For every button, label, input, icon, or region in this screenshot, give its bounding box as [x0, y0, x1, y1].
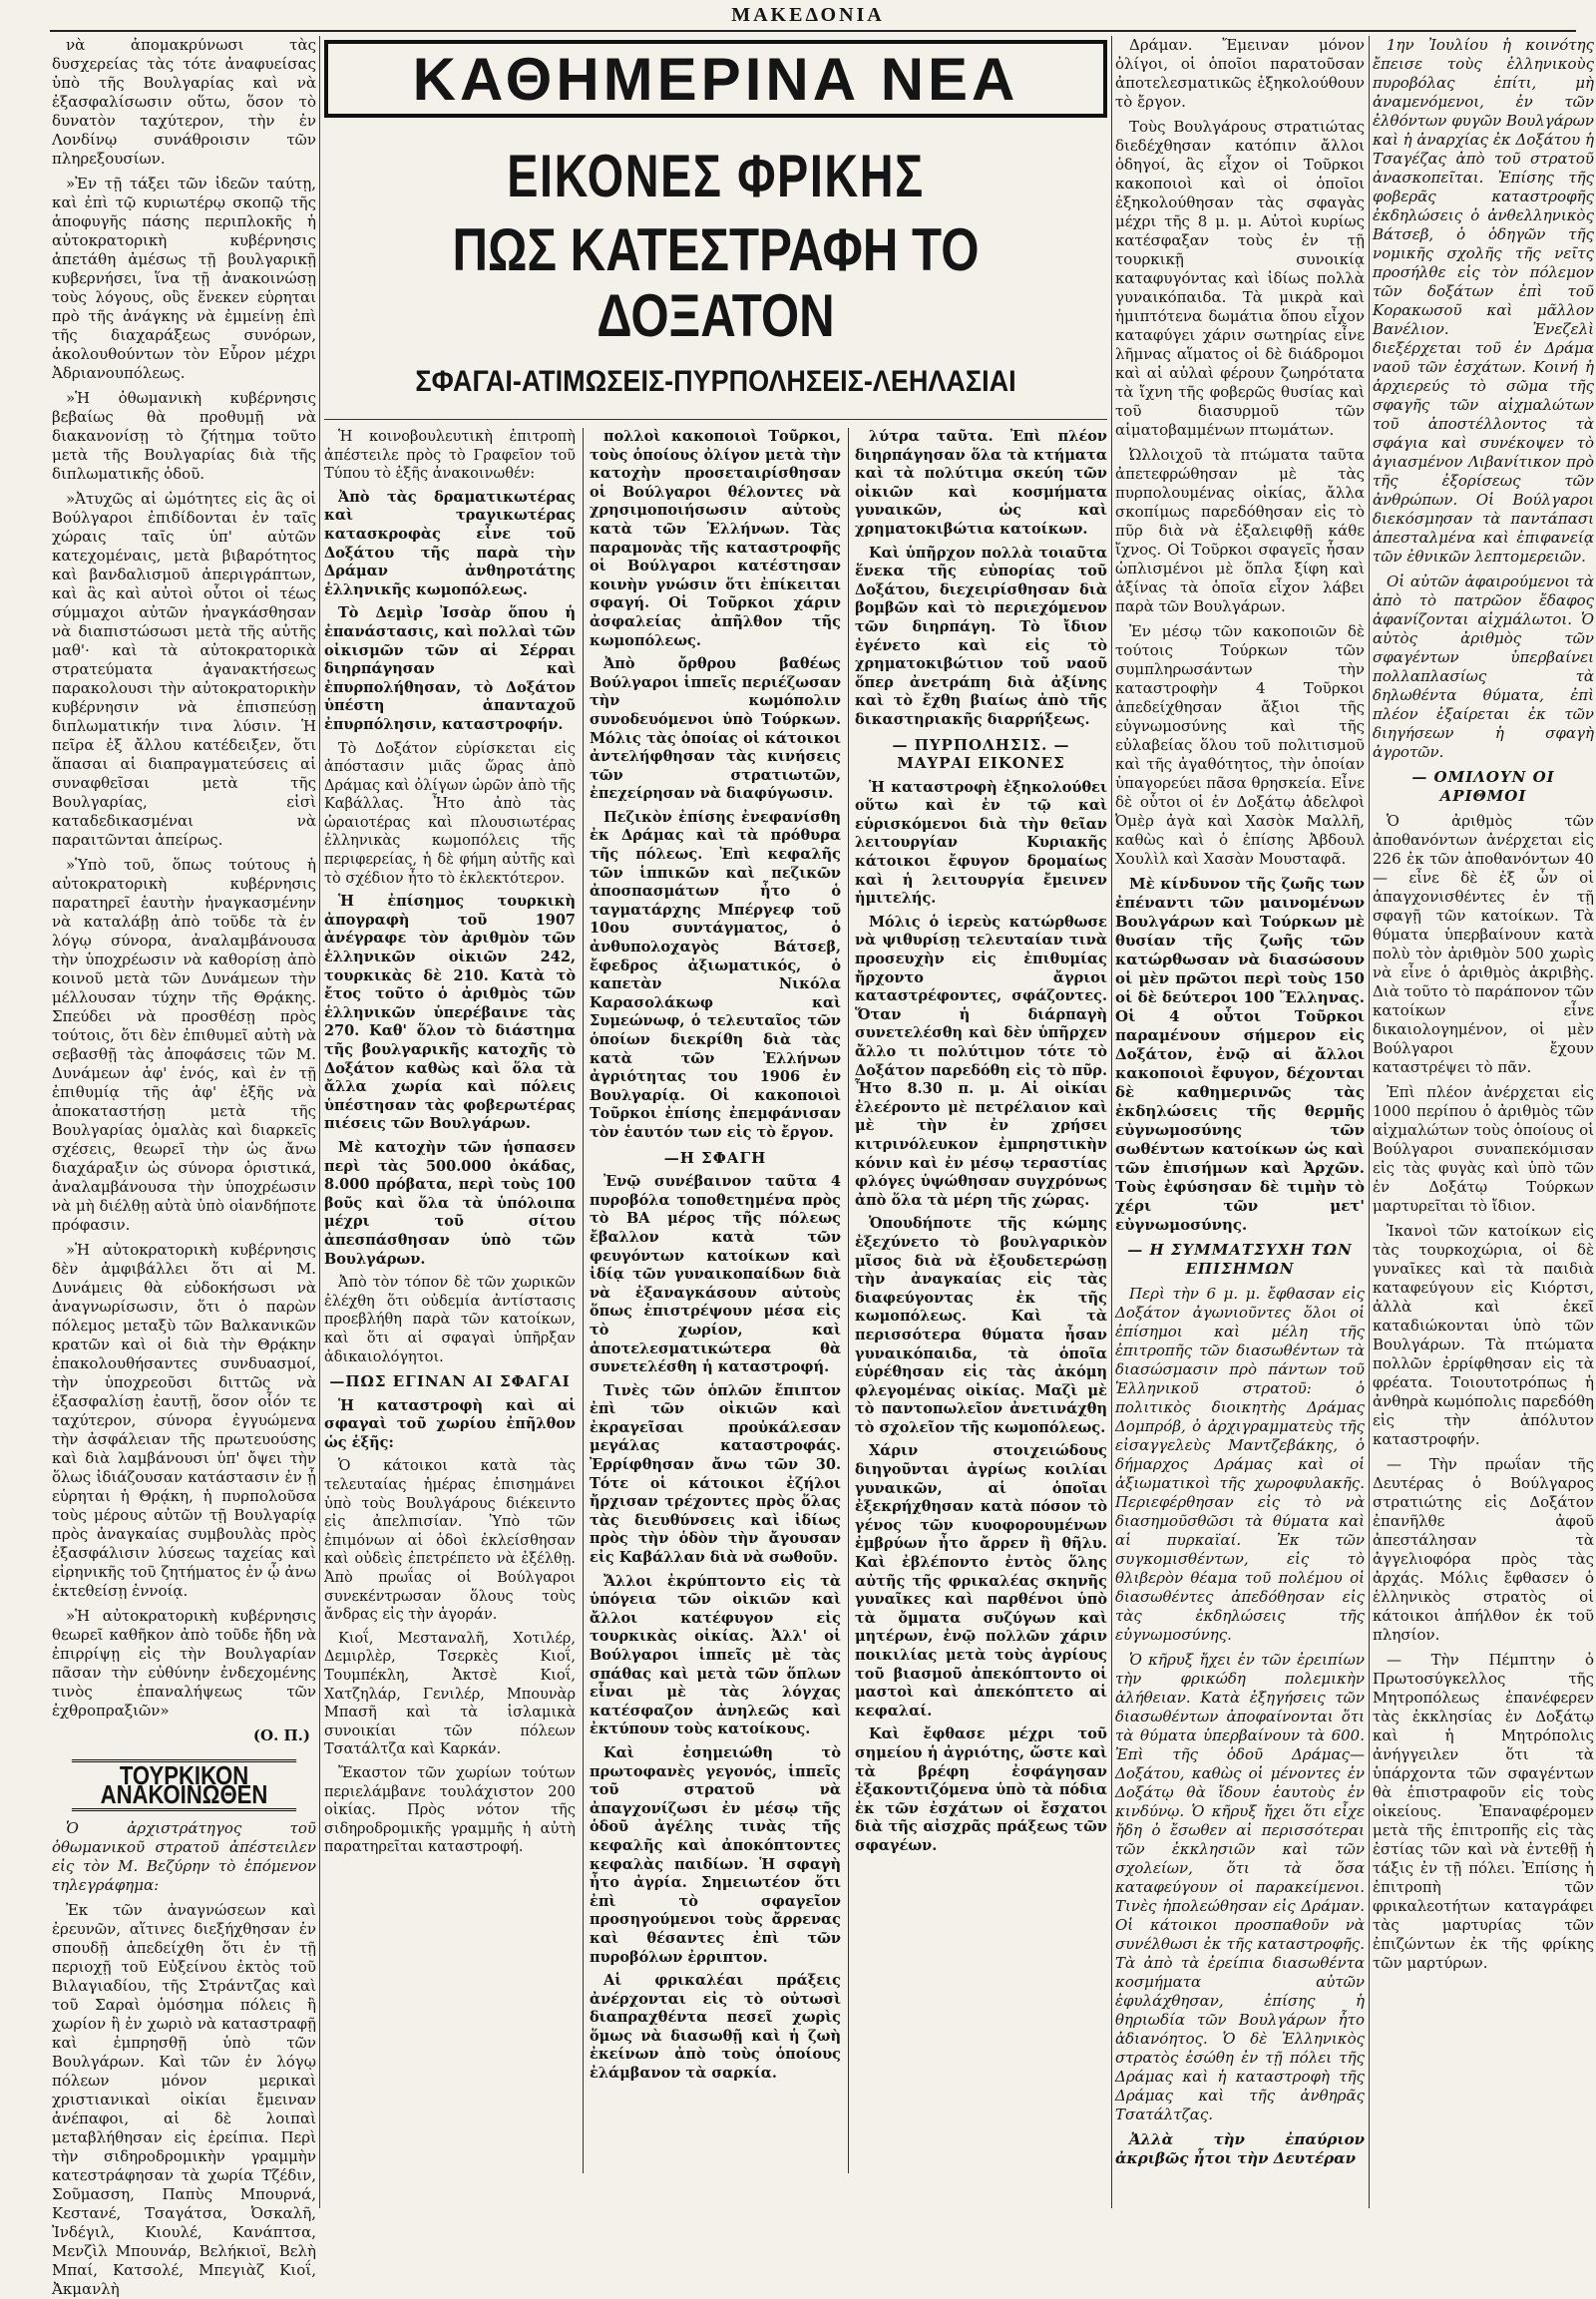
col3-paragraph: Ἐν μέσῳ τῶν κακοποιῶν δὲ τούτοις Τούρκων τῶν συμπληρωσάντων τὴν καταστροφὴν 4 Τοῦρκοι ἀπεδείχθησαν ἄξιοι τῆς εὐγνωμοσύνης καὶ τῆς εὐλαβείας ὅλου τοῦ πολιτισμοῦ καὶ τῆς ἀγαθότητος, τὴν ὁποίαν ὑπαγορεύει πᾶσα θρησκεία. Εἶνε δὲ οὗτοι οἱ ἐν Δοξάτῳ ἀδελφοὶ Ὀμὲρ ἀγὰ καὶ Χασὸκ Μαλλῆ, καθὼς καὶ ὁ ἐπίσης Ἀβδουλ Χουλὶλ καὶ Χασὰν Μουσταφᾶ.	[1115, 622, 1365, 868]
main-article	[324, 36, 1107, 2208]
col1-paragraph: »Ἐν τῇ τάξει τῶν ἰδεῶν ταύτῃ, καὶ ἐπὶ τῷ κυριωτέρῳ σκοπῷ τῆς ἀποφυγῆς πάσης περιπλοκῆς ἡ αὐτοκρατορικὴ κυβέρνησις ἀπετάθη ἀμέσως τῇ βουλγαρικῇ κυβερνήσει, ἵνα τῇ ἀνακοινώσῃ τοὺς λόγους, οὓς ἕνεκεν εὑρηται πρὸ τῆς ἀνάγκης νὰ ἐμμείνῃ ἐπὶ τῆς διαχαράξεως συνόρων, ἀκολουθούντων τὸν Εὗρον μέχρι Ἀδριανουπόλεως.	[52, 175, 316, 382]
col4-paragraph: — Τὴν Πέμπτην ὁ Πρωτοσύγκελλος τῆς Μητροπόλεως ἐπανέφερεν τὰς ἐκκλησίας ἐν Δοξάτῳ καὶ ἡ Μητρόπολις ἀνήγγειλεν ὅτι τὰ ὑπάρχοντα τῶν σφαγέντων θὰ ἐπιστραφοῦν εἰς τοὺς οἰκείους. Ἐπαναφέρομεν μετὰ τῆς ἐπιτροπῆς εἰς τὰς ἐστίας τῶν καὶ νὰ ἐντεθῇ ἡ τάξις ἐν τῇ πόλει. Ἐπίσης ἡ ἐπιτροπὴ τῶν φρικαλεοτήτων καταγράφει τὰς μαρτυρίας τῶν ἐπιζώντων ἐκ τῆς φρίκης τῶν μαρτύρων.	[1373, 1651, 1594, 1972]
col3-paragraph: Περὶ τὴν 6 μ. μ. ἔφθασαν εἰς Δοξάτον ἀγωνιοῦντες ὅλοι οἱ ἐπίσημοι καὶ μέλη τῆς ἐπιτροπῆς τῶν διασωθέντων τὰ διασώσμασιν πρὸ πάντων τοῦ Ἑλληνικοῦ στρατοῦ: ὁ πολιτικὸς διοικητὴς Δράμας Δομπρόβ, ὁ ἀρχιγραμματεὺς τῆς εἰσαγγελεὺς Μαντζεβάκης, ὁ δήμαρχος Δράμας καὶ οἱ ἀξιωματικοὶ τῆς χωροφυλακῆς. Περιεφέρθησαν εἰς τὸ νὰ διασημοῦσθῶσι τὰ θύματα καὶ αἱ πυρκαϊαί. Ἐκ τῶν συγκομισθέντων, εἰς τὸ θλιβερὸν θέαμα τοῦ πολέμου οἱ διασωθέντες ἀπεδόθησαν εἰς τὰς ἐκδηλώσεις τῆς εὐγνωμοσύνης.	[1115, 1285, 1365, 1644]
column-divider	[1111, 36, 1112, 2208]
col1-paragraph: »Ἡ αὐτοκρατορικὴ κυβέρνησις δὲν ἀμφιβάλλει ὅτι αἱ Μ. Δυνάμεις θὰ εὐδοκήσωσι νὰ ἀναγνωρίσωσιν, ὅτι ὁ παρὼν πόλεμος μεταξὺ τῶν Βαλκανικῶν κρατῶν καὶ οἱ διὰ τὴν Θρᾴκην ἐπακολουθήσαντες συνδυασμοί, τὴν ὑποχρεοῦσι διττῶς νὰ ἐξασφαλίσῃ ἑαυτῇ, ὅσον οἷόν τε ταχύτερον, σύνορα ἐγγυώμενα τὴν ἀσφάλειαν τῆς πρωτευούσης καὶ διὰ λαμβάνουσι ὑπ' ὄψει τὴν ὅλως ἰδιάζουσαν κατάστασιν ἐν ᾗ εὑρηται ἡ Θρᾴκη, ἡ πυρπολοῦσα τοὺς μέρους αὐτῶν τῇ Βουλγαρίᾳ πρὸς ἀναγκαίας συμβουλὰς πρὸς ἐξασφάλισιν λύσεως ταχείας καὶ εἰρηνικῆς τοῦ ζητήματος ἐν ᾧ ἀνω ἐκτεθείσῃ ἐννοίᾳ.	[52, 1241, 316, 1600]
col4-paragraph: 1ην Ἰουλίου ἡ κοινότης ἔπεισε τοὺς ἐλληνικοὺς πυροβόλας ἐπίτι, μὴ ἀναμενόμενοι, ἐν τῶν ἐλθόντων φυγῶν Βουλγάρων καὶ ἡ ἀναρχίας ἐκ Δοξάτου ἡ Τσαγέζας ἀπὸ τοῦ στρατοῦ ἀνασκοπεῖται. Ἐπίσης τῆς φοβερᾶς καταστροφῆς ἐκδηλώσεις ὁ ἀνθελληνικὸς Βάτσεβ, ὁ ὁδηγῶν τῆς νομικῆς σχολῆς τῆς νεῖτς προσήλθε εἰς τὸν πόλεμον τῶν δοξάτων ἐπὶ τοῦ Κορακωσοῦ καὶ μᾶλλον Βανέλιον. Ἐνεζελὶ διεξέρχεται τοῦ ἐν Δράμα ναοῦ τῶν ἐσχάτων. Κοινή ἡ ἀρχιερεύς τὸ σῶμα τῆς σφαγῆς τῶν αἰχμαλώτων τοῦ ἀποστέλλοντος τὰ σφάγια καὶ συνέκοψεν τὸ ἀγιασμένον Λιβανίτικον πρὸ τῆς ἐξορίσεως τῶν ἀνθρώπων. Οἱ Βούλγαροι διεκόσμησαν τὰ παντάπασι ἀπεσταλμένα καὶ ἐπιφανείᾳ τῶν ἐθνικῶν λεπτομερειῶν.	[1373, 36, 1594, 566]
masthead: ΜΑΚΕΔΟΝΙΑ	[731, 4, 885, 26]
col4-paragraph: Ἱκανοὶ τῶν κατοίκων εἰς τὰς τουρκοχώρια, οἱ δὲ γυναῖκες καὶ τὰ παιδιὰ καταφεύγουν εἰς Κιόρτσι, ἀλλὰ καὶ ἐκεῖ καταδιώκονται ὑπὸ τῶν Βουλγάρων. Τὰ πτώματα πολλῶν ἐρρίφθησαν εἰς τὰ φρέατα. Τοιουτοτρόπως ἡ ἀνθηρὰ κωμόπολις παρεδόθη εἰς τὴν ἀπόλυτον καταστροφήν.	[1373, 1222, 1594, 1448]
article-paragraph: Καὶ ὑπῆρχον πολλὰ τοιαῦτα ἕνεκα τῆς εὐπορίας τοῦ Δοξάτου, διεχειρίσθησαν διὰ βομβῶν καὶ τὸ περιεχόμενον τῶν διηρπάγη. Τὸ ἴδιον ἐγένετο καὶ εἰς τὸ χρηματοκιβώτιον τοῦ ναοῦ ὅπερ ἀνετράπη διὰ ἀξίνης καὶ τὸ ἔχθη βιαίως ἀπὸ τῆς δικαστηριακῆς διαρρήξεως.	[855, 544, 1107, 728]
column-left	[52, 36, 316, 2298]
article-paragraph: Ἀπὸ τὰς δραματικωτέρας καὶ τραγικωτέρας κατασκροφὰς εἶνε τοῦ Δοξάτου τῆς παρὰ τὴν Δράμαν ἀνθηροτάτης ἑλληνικῆς κωμοπόλεως.	[324, 488, 576, 598]
column-right-inner	[1115, 36, 1365, 2208]
article-paragraph: Ἡ καταστροφὴ ἐξηκολούθει οὕτω καὶ ἐν τῷ καὶ εὑρισκόμενοι διὰ τὴν θεῖαν λειτουργίαν Κυριακῆς κάτοικοι ἔφυγον δρομαίως καὶ ἡ λειτουργία ἔμεινεν ἡμιτελής.	[855, 778, 1107, 908]
article-paragraph: Αἱ φρικαλέαι πράξεις ἀνέρχονται εἰς τὸ οὐτωσὶ διαπραχθέντα πεσεῖ χωρὶς ὅμως νὰ διασωθῇ καὶ ἡ ζωὴ ἐκείνων ἀπὸ τοὺς ὁποίους ἐλάμβανον τὰ σαρκία.	[590, 1972, 841, 2083]
top-rule	[50, 30, 1576, 32]
col4-paragraph: Ὁ ἀριθμὸς τῶν ἀποθανόντων ἀνέρχεται εἰς 226 ἐκ τῶν ἀποθανόντων 40 — εἶνε δὲ ἐξ ὧν οἱ ἀπαγχονισθέντες ἐν τῇ σφαγῇ τῶν κατοίκων. Τὰ θύματα ὑπερβαίνουν κατὰ πολὺ τὸν ἀριθμὸν 500 χωρὶς νὰ εἶνε ὁ ἀριθμὸς ἀκριβὴς. Διὰ τοῦτο τὸ παράπονον τῶν κατοίκων εἶνε δικαιολογημένον, οἱ μὲν Βούλγαροι ἔχουν καταστρέψει τὸ πᾶν.	[1373, 812, 1594, 1076]
subheading: — Η ΣΥΜΜΑΤΣΥΧΗ ΤΩΝ ΕΠΙΣΗΜΩΝ	[1127, 1241, 1353, 1278]
col4-paragraph: Ἐπὶ πλέον ἀνέρχεται εἰς 1000 περίπου ὁ ἀριθμὸς τῶν αἰχμαλώτων τοὺς ὁποίους οἱ Βούλγαροι συναπεκόμισαν εἰς τὰς φυγὰς καὶ ὑπὸ τῶν ἐν Δοξάτῳ Τούρκων μαρτυρεῖται τὸ ἴδιον.	[1373, 1083, 1594, 1215]
column-right-outer	[1373, 36, 1594, 2208]
subheading: —ΠΩΣ ΕΓΙΝΑΝ ΑΙ ΣΦΑΓΑΙ	[329, 1372, 571, 1391]
article-paragraph: Χάριν στοιχειώδους διηγοῦνται ἀγρίως κοιλίαι γυναικῶν, αἱ ὁποῖαι ἐξεκρήχθησαν κατὰ πόσον τὸ γένος τῶν κυοφορουμένων ἐμβρύων ἦτο ἄρρεν ἢ θῆλυ. Καὶ ἐβλέποντο ἐντὸς ὅλης αὐτῆς τῆς φρικαλέας σκηνῆς γυναῖκες καὶ παρθένοι ὑπὸ τὰ ὄμματα συζύγων καὶ μητέρων, ἐνῷ πολλῶν χάριν ποικιλίας μετὰ τοὺς ἀγρίους τοῦ βιασμοῦ ἀπεκόπτοντο οἱ μαστοὶ καὶ ἀπεκόπτετο αἱ κεφαλαί.	[855, 1442, 1107, 1720]
column-divider	[319, 36, 320, 2208]
article-paragraph: Ἡ καταστροφὴ καὶ αἱ σφαγαὶ τοῦ χωρίου ἐπῆλθον ὡς ἑξῆς:	[324, 1396, 576, 1451]
headline-rule	[324, 419, 1107, 420]
article-paragraph: Τινὲς τῶν ὁπλῶν ἔπιπτον ἐπὶ τῶν οἰκιῶν καὶ ἐκραγεῖσαι προὐκάλεσαν μεγάλας καταστροφάς. Ἐρρίφθησαν ἄνω τῶν 30. Τότε οἱ κάτοικοι ἐζήλοι ἤρχισαν τρέχοντες πρὸς ὅλας τὰς διευθύνσεις καὶ ἰδίως πρὸς τὴν ὁδὸν τὴν ἄγουσαν εἰς Καβάλλαν διὰ νὰ σωθοῦν.	[590, 1381, 841, 1567]
article-paragraph: Ὁπουδήποτε τῆς κώμης ἐξεχύνετο τὸ βουλγαρικὸν μῖσος διὰ νὰ ἐξουδετερώσῃ τὴν ἀναγκαίας εἰς τὰς διαφεύγοντας ἐκ τῆς κωμοπόλεως. Καὶ τὰ περισσότερα θύματα ἦσαν γυναικόπαιδα, τὰ ὁποῖα εὑρέθησαν εἰς τὰς ἀκόμη φλεγομένας οἰκίας. Μαζὶ μὲ τὸ παντοπωλεῖον ἀνετινάχθη τὸ σχολεῖον τῆς κωμοπόλεως.	[855, 1215, 1107, 1436]
article-paragraph: Μὲ κατοχὴν τῶν ἡσπασεν περὶ τὰς 500.000 ὀκάδας, 8.000 πρόβατα, περὶ τοὺς 100 βοῦς καὶ ὅλα τὰ ὑπόλοιπα μέχρι τοῦ σίτου ἀπεσπάσθησαν ὑπὸ τῶν Βουλγάρων.	[324, 1138, 576, 1268]
column-divider	[1369, 36, 1370, 2208]
col3-paragraph: Ὁ κῆρυξ ἤχει ἐν τῶν ἐρειπίων τὴν φρικώδη πολεμικὴν ἀλήθειαν. Κατὰ ἐξηγήσεις τῶν διασωθέντων ἀποφαίνονται ὅτι τὰ θύματα ὑπερβαίνουν τὰ 600. Ἐπὶ τῆς ὁδοῦ Δράμας— Δοξάτου, καθὼς οἱ μένοντες ἐν Δοξάτῳ θὰ ἴδουν ἑαυτοὺς ἐν κινδύνῳ. Ὁ κῆρυξ ἤχει ὅτι εἶχε ἤδη ὁ ἔσωθεν αἰ περισσότεραι τῶν ἐκκλησιῶν καὶ τῶν σχολείων, ὅτι τὰ ὅσα καταφεύγουν οἱ παρακείμενοι. Τινὲς ἠπολεώθησαν εἰς Δράμαν. Οἱ κάτοικοι προσπαθοῦν νὰ συνέλθωσι ἐκ τῆς καταστροφῆς. Τὰ ἀπὸ τὰ ἐρείπια διασωθέντα κοσμήματα αὐτῶν ἐφυλάχθησαν, ἐπίσης ἡ θηριωδία τῶν Βουλγάρων ἦτο ἀδιανόητος. Ὁ δὲ Ἑλληνικὸς στρατὸς ἐσώθη ἐν τῇ πόλει τῆς Δράμας καὶ ἡ καταστροφὴ τῆς Δράμας καὶ τῆς ἀνθηρᾶς Τσατάλτζας.	[1115, 1651, 1365, 2123]
col1-paragraph: »Ὑπὸ τοῦ, ὅπως τούτους ἡ αὐτοκρατορικὴ κυβέρνησις παρατηρεῖ ἑαυτὴν ἠναγκασμένην νὰ καταλάβῃ ἀπὸ τοῦδε τὰ ἐν λόγῳ σύνορα, ἀναλαμβάνουσα τὴν ὑποχρέωσιν νὰ καθορίσῃ ἀπὸ κοινοῦ μετὰ τῶν Δυνάμεων τὴν μέλλουσαν τύχην τῆς Θρᾴκης. Σπεύδει νὰ προσθέσῃ πρὸς τούτοις, ὅτι δὲν ἐπιθυμεῖ αὐτὴ νὰ σεβασθῇ τὰς ἀποφάσεις τῶν Μ. Δυνάμεων ἀφ' ἑνός, καὶ ἐν τῇ ἐπιθυμίᾳ τῆς ἀφ' ἑξῆς νὰ ἀποκαταστήσῃ μετὰ τῆς Βουλγαρίας ὁμαλὰς καὶ διαρκεῖς σχέσεις, θεωρεῖ τὴν ὡς ἄνω διαχάραξιν ὡς σύνορα ὁριστικά, ἀναλαμβάνουσα τὴν ὑποχρέωσιν νὰ μὴ διέλθῃ αὐτὰ ὑπὸ οἱανδήποτε πρόφασιν.	[52, 856, 316, 1234]
article-subcolumn-1	[324, 428, 576, 2173]
subheading: — ΠΥΡΠΟΛΗΣΙΣ. — ΜΑΥΡΑΙ ΕΙΚΟΝΕΣ	[892, 735, 1070, 773]
col3-paragraph: Ἀλλὰ τὴν ἐπαύριον ἀκριβῶς ἦτοι τὴν Δευτέραν	[1115, 2130, 1365, 2167]
col3-paragraph: Δράμαν. Ἔμειναν μόνον ὀλίγοι, οἱ ὁποῖοι παρατοῦσαν ἀποτελεσματικῶς ἐξηκολούθουν τὸ ἔργον.	[1115, 36, 1365, 111]
article-subcolumn-3	[855, 428, 1107, 2173]
article-paragraph: λύτρα ταῦτα. Ἐπὶ πλέον διηρπάγησαν ὅλα τὰ κτήματα καὶ τὰ πολύτιμα σκεύη τῶν οἰκιῶν καὶ κοσμήματα γυναικῶν, ὡς καὶ χρηματοκιβώτια κατοίκων.	[855, 428, 1107, 538]
article-paragraph: Ἀπὸ τὸν τόπον δὲ τῶν χωρικῶν ἐλέχθη ὅτι οὐδεμία ἀντίστασις προεβλήθη παρὰ τῶν κατοίκων, καὶ ὅτι αἱ σφαγαὶ ὑπῆρξαν ἀδικαιολόγητοι.	[324, 1275, 576, 1365]
col3-paragraph: Μὲ κίνδυνον τῆς ζωῆς των ἐπέναντι τῶν μαινομένων Βουλγάρων καὶ Τούρκων μὲ θυσίαν τῆς ζωῆς τῶν κατώρθωσαν νὰ διασώσουν οἱ μὲν πρῶτοι περὶ τοὺς 150 οἱ δὲ δεύτεροι 100 Ἕλληνας. Οἱ 4 οὗτοι Τοῦρκοι παραμένουν σήμερον εἰς Δοξάτον, ἐνῷ αἱ ἄλλοι κακοποιοὶ ἔφυγον, δέχονται δὲ καθημερινῶς τὰς ἐκδηλώσεις τῆς θερμῆς εὐγνωμοσύνης τῶν σωθέντων κατοίκων ὡς καὶ τῶν ἐπισήμων καὶ Ἀρχῶν. Τοὺς ἐφύσησαν δὲ τιμὴν τὸ χέρι τῶν μετ' εὐγνωμοσύνης.	[1115, 875, 1365, 1234]
article-paragraph: Τὸ Δοξάτον εὑρίσκεται εἰς ἀπόστασιν μιᾶς ὥρας ἀπὸ Δράμας καὶ ὀλίγων ὡρῶν ἀπὸ τῆς Καβάλλας. Ἦτο ἀπὸ τὰς ὡραιοτέρας καὶ πλουσιωτέρας ἐλληνικὰς κωμοπόλεις τῆς περιφερείας, ἡ δὲ φήμη αὐτῆς καὶ τὸ σχέδιον ἦτο τὸ ἐκλεκτότερον.	[324, 740, 576, 887]
col1-paragraph: »Ἡ αὐτοκρατορικὴ κυβέρνησις θεωρεῖ καθῆκον ἀπὸ τοῦδε ἤδη νὰ ἐπιρρίψῃ εἰς τὴν Βουλγαρίαν πᾶσαν τὴν εὐθύνην ἐνδεχομένης τινὸς ἐπαναλήψεως τῶν ἐχθροπραξιῶν»	[52, 1607, 316, 1720]
signature: (Ο. Π.)	[252, 1726, 310, 1744]
article-paragraph: Ἔκαστον τῶν χωρίων τούτων περιελάμβανε τουλάχιστον 200 οἰκίας. Πρὸς νότον τῆς σιδηροδρομικῆς γραμμῆς ἡ αὐτὴ παρατηρεῖται καταστροφή.	[324, 1764, 576, 1856]
headline-secondary: ΠΩΣ ΚΑΤΕΣΤΡΑΦΗ ΤΟ ΔΟΞΑΤΟΝ	[452, 216, 980, 349]
article-subcolumn-2	[590, 428, 841, 2173]
article-paragraph: Ἐνῷ συνέβαινον ταῦτα 4 πυροβόλα τοποθετημένα πρὸς τὸ ΒΑ μέρος τῆς πόλεως ἔβαλλον κατὰ τῶν φευγόντων κατοίκων καὶ ἰδίᾳ τῶν γυναικοπαίδων διὰ νὰ ἐξαναγκάσουν αὐτοὺς ὅπως ἐπιστρέψουν μέσα εἰς τὸ χωρίον, καὶ ἀποτελεσματικώτερα θὰ συνετελέσθη ἡ καταστροφή.	[590, 1173, 841, 1376]
article-paragraph: Καὶ ἔφθασε μέχρι τοῦ σημείου ἡ ἀγριότης, ὥστε καὶ τὰ βρέφη ἐσφάγησαν ἐξακοντιζόμενα ὑπὸ τὰ πόδια ἐκ τῶν ἐσχάτων οἱ ἔσχατοι διὰ τῆς αἰσχρᾶς πράξεως τῶν σφαγέων.	[855, 1725, 1107, 1854]
turkish-communique-title: ΤΟΥΡΚΙΚΟΝ ΑΝΑΚΟΙΝΩΘΕΝ	[72, 1759, 296, 1811]
col4-paragraph: — Τὴν πρωΐαν τῆς Δευτέρας ὁ Βούλγαρος στρατιώτης εἰς Δοξάτον ἐπανῆλθε ἀφοῦ ἀπεστάλησαν τὰ ἀγγελιοφόρα πρὸς τὰς ἀρχάς. Μόλις ἔφθασεν ὁ ἑλληνικὸς στρατὸς οἱ κάτοικοι ἀπήλθον ἐκ τοῦ πλησίον.	[1373, 1455, 1594, 1644]
article-paragraph: Ὁ κάτοικοι κατὰ τὰς τελευταίας ἡμέρας ἐπισημάνει ὑπὸ τοὺς Βουλγάρους διέκειντο εἰς ἀπελπισίαν. Ὑπὸ τῶν ἐπιμόνων αἱ ὁδοὶ ἐκλείσθησαν καὶ οὐδεὶς ἐπετρέπετο νὰ ἐξέλθῃ. Ἀπὸ πρωΐας οἱ Βούλγαροι συνεκέντρωσαν ὅλους τοὺς ἄνδρας εἰς τὴν ἀγοράν.	[324, 1458, 576, 1624]
article-paragraph: Τὸ Δεμὶρ Ἰσσὰρ ὅπου ἡ ἐπανάστασις, καὶ πολλαὶ τῶν οἰκισμῶν τῶν αἱ Σέρραι διηρπάγησαν καὶ ἐπυρπολήθησαν, τὸ Δοξάτον ὑπέστη ἁπανταχοῦ ἐπυρπόλησιν, καταστροφήν.	[324, 604, 576, 733]
article-paragraph: Ἡ κοινοβουλευτικὴ ἐπιτροπὴ ἀπέστειλε πρὸς τὸ Γραφεῖον τοῦ Τύπου τὸ ἑξῆς ἀνακοινωθέν:	[324, 429, 576, 483]
article-paragraph: Ἡ ἐπίσημος τουρκικὴ ἀπογραφὴ τοῦ 1907 ἀνέγραφε τὸν ἀριθμὸν τῶν ἑλληνικῶν οἰκιῶν 242, τουρκικὰς δὲ 210. Κατὰ τὸ ἔτος τοῦτο ὁ ἀριθμὸς τῶν ἑλληνικῶν ὑπερέβαινε τὰς 270. Καθ' ὅλον τὸ διάστημα τῆς βουλγαρικῆς κατοχῆς τὸ Δοξάτον καθὼς καὶ ὅλα τὰ ἄλλα χωρία καὶ πόλεις ὑπέστησαν τὰς φοβερωτέρας πιέσεις τῶν Βουλγάρων.	[324, 893, 576, 1133]
section-banner: ΚΑΘΗΜΕΡΙΝΑ ΝΕΑ	[324, 40, 1107, 118]
col1-paragraph: »Ἡ ὀθωμανικὴ κυβέρνησις βεβαίως θὰ προθυμῇ νὰ διακανονίσῃ τὸ ζήτημα τοῦτο μετὰ τῆς Βουλγαρίας διὰ τῆς διπλωματικῆς ὁδοῦ.	[52, 389, 316, 483]
communique-intro: Ὁ ἀρχιστράτηγος τοῦ ὀθωμανικοῦ στρατοῦ ἀπέστειλεν εἰς τὸν Μ. Βεζύρην τὸ ἑπόμενον τηλεγράφημα:	[52, 1819, 316, 1894]
col3-paragraph: Ὠλλοιχοῦ τὰ πτώματα ταῦτα ἀπετεφρώθησαν μὲ τὰς πυρπολουμένας οἰκίας, ἄλλα σκοπίμως παρεδόθησαν εἰς τὸ πῦρ διὰ νὰ ἐξαλειφθῇ κάθε ἴχνος. Οἱ Τοῦρκοι σφαγεῖς ἦσαν ὡπλισμένοι μὲ ὅπλα ξίφη καὶ ἀξίνας τὰ ὁποῖα εἶχον λάβει παρὰ τῶν Βουλγάρων.	[1115, 446, 1365, 615]
subheading: —Η ΣΦΑΓΗ	[663, 1148, 767, 1167]
article-paragraph: Μόλις ὁ ἱερεὺς κατώρθωσε νὰ ψιθυρίσῃ τελευταίαν τινὰ προσευχὴν εἰς ἐπιθυμίας ἤρχοντο ἄγριοι καταστρέφοντες, σφάζοντες. Ὅταν ἡ διάρπαγὴ συνετελέσθη καὶ δὲν ὑπῆρχεν ἄλλο τι πολύτιμον τότε τὸ Δοξάτον παρεδόθη εἰς τὸ πῦρ. Ἦτο 8.30 π. μ. Αἱ οἰκίαι ἐλεέροντο μὲ πετρέλαιον καὶ μὲ τὴν ἐν χρήσει κιτρινόλευκον ἐμπρηστικὴν κόνιν καὶ ἐν μέσῳ τεραστίας φλόγες ὑψώθησαν συγχρόνως ἀπὸ ὅλα τὰ μέρη τῆς χώρας.	[855, 913, 1107, 1209]
article-body	[324, 428, 1107, 2173]
article-paragraph: Ἀπὸ ὄρθρου βαθέως Βούλγαροι ἱππεῖς περιέζωσαν τὴν κωμόπολιν συνοδευόμενοι ὑπὸ Τούρκων. Μόλις τὰς ὁποίας οἱ κάτοικοι ἀντελήφθησαν τὰς κινήσεις τῶν στρατιωτῶν, ἐπεχείρησαν νὰ διαφύγωσιν.	[590, 655, 841, 803]
headline-tertiary: ΣΦΑΓΑΙ-ΑΤΙΜΩΣΕΙΣ-ΠΥΡΠΟΛΗΣΕΙΣ-ΛΕΗΛΑΣΙΑΙ	[415, 365, 1016, 398]
col4-paragraph: Οἱ αὐτῶν ἀφαιρούμενοι τὰ ἀπὸ τὸ πατρῶον ἔδαφος ἀφανίζονται αἰχμάλωτοι. Ὁ αὐτὸς ἀριθμὸς τῶν σφαγέντων ὑπερβαίνει πολλαπλασίως τὰ δηλωθέντα θύματα, ἐπὶ πλέον ἐξαίρεται ἐκ τῶν διηγήσεων ἡ σφαγὴ ἀγροτῶν.	[1373, 573, 1594, 761]
col1-paragraph: »Ἀτυχῶς αἱ ὠμότητες εἰς ἃς οἱ Βούλγαροι ἐπιδίδονται ἐν ταῖς χώραις ταῖς ὑπ' αὐτῶν κατεχομέναις, μετὰ βιβαρότητος καὶ βανδαλισμοῦ ἀπεριγράπτων, καὶ ἃς καὶ αὐτοὶ οὗτοι οἱ τέως σύμμαχοι αὐτῶν ἠναγκάσθησαν νὰ διαπιστώσωσι μετὰ τῆς αὐτῆς μαθ'· καὶ τὰ αὐτοκρατορικὰ στρατεύματα ἀγανακτήσεως παρακολουσι τὴν αὐτοκρατορικὴν κυβέρνησιν νὰ ἐπισπεύσῃ διπλωματικήν τινα λύσιν. Ἡ πεῖρα ἐξ ἄλλου κατέδειξεν, ὅτι ἅπασαι αἱ διαπραγματεύσεις αἱ συναφθεῖσαι μετὰ τῆς Βουλγαρίας, εἰσὶ καταδεδικασμέναι νὰ παραιτῶνται ἀπείρως.	[52, 490, 316, 849]
article-paragraph: Καὶ ἐσημειώθη τὸ πρωτοφανὲς γεγονός, ἱππεῖς τοῦ στρατοῦ νὰ ἀπαγχονίζωσι ἐν μέσῳ τῆς ὁδοῦ ἀγέλης τινὰς τῆς κεφαλῆς καὶ ἀποκόπτοντες κεφαλὰς παιδίων. Ἡ σφαγὴ ἦτο ἀγρία. Σημειωτέον ὅτι ἐπὶ τὸ σφαγεῖον προσηγούμενοι τοὺς ἄρρενας καὶ θέσαντες ἐπὶ τῶν πυροβόλων ἐρριπτον.	[590, 1743, 841, 1966]
col3-paragraph: Τοὺς Βουλγάρους στρατιώτας διεδέχθησαν κατόπιν ἄλλοι ὁδηγοί, ἃς εἶχον οἱ Τοῦρκοι κακοποιοὶ καὶ οἱ ὁποῖοι ἐξηκολούθησαν τὰς σφαγὰς μέχρι τῆς 8 μ. μ. Αὐτοὶ κυρίως κατέσφαξαν τοὺς ἐν τῇ τουρκικῇ συνοικίᾳ καταφυγόντας καὶ ἰδίως πολλὰ γυναικόπαιδα. Τὰ μικρὰ καὶ ἡμιπτότενα δωμάτια ὅπου εἶχον καταφύγει χάριν σωτηρίας εἶνε λῆμνας αἵματος οἱ δὲ διάδρομοι καὶ αἱ αὐλαὶ φέρουν ζωηρότατα τὰ ἴχνη τῆς φοβερῶς θυσίας καὶ τοῦ διασυρμοῦ τῶν αἱματοβαμμένων πτωμάτων.	[1115, 118, 1365, 439]
article-paragraph: Ἄλλοι ἐκρύπτοντο εἰς τὰ ὑπόγεια τῶν οἰκιῶν καὶ ἄλλοι κατέφυγον εἰς τουρκικὰς οἰκίας. Ἀλλ' οἱ Βούλγαροι ἱππεῖς μὲ τὰς σπάθας καὶ μετὰ τῶν ὅπλων εἶναι μὲ τὰς λόγχας κατέσφαζον ἀνηλεῶς καὶ ἐκτύπουν τοὺς κατοίκους.	[590, 1572, 841, 1738]
headline-primary: ΕΙΚΟΝΕΣ ΦΡΙΚΗΣ	[507, 143, 925, 209]
article-paragraph: πολλοὶ κακοποιοὶ Τοῦρκοι, τοὺς ὁποίους ὀλίγον μετὰ τὴν κατοχὴν προσεταιρίσθησαν οἱ Βούλγαροι θέλοντες νὰ χρησιμοποιήσωσιν αὐτοὺς κατὰ τῶν Ἑλλήνων. Τὰς παραμονὰς τῆς καταστροφῆς οἱ Βούλγαροι κατέστησαν κοινὴν γνώσιν ὅτι ἐπίκειται σφαγή. Οἱ Τοῦρκοι χάριν ἀσφαλείας ἀπῆλθον τῆς κωμοπόλεως.	[590, 428, 841, 649]
subcolumn-divider	[848, 428, 849, 2173]
article-paragraph: Κιοΐ, Μεσταναλῆ, Χοτιλέρ, Δεμιρλὲρ, Τσερκὲς Κιοΐ, Τουμπέκλη, Ἀκτσὲ Κιοΐ, Χατζηλάρ, Γενιλέρ, Μπουνὰρ Μπασῆ καὶ τὰ ἰσλαμικὰ συνοικίαι τῶν πόλεων Τσατάλτζα καὶ Καρκάν.	[324, 1630, 576, 1758]
subheading: — ΟΜΙΛΟΥΝ ΟΙ ΑΡΙΘΜΟΙ	[1411, 768, 1555, 805]
subcolumn-divider	[583, 428, 584, 2173]
col1-paragraph: νὰ ἀπομακρύνωσι τὰς δυσχερείας τὰς τότε ἀναφυείσας ὑπὸ τῆς Βουλγαρίας καὶ νὰ ἐξασφαλίσωσιν οὕτω, ὅσον τὸ δυνατὸν ταχύτερον, τὴν ἐν Λονδίνῳ συνάθροισιν τῶν πληρεξουσίων.	[52, 36, 316, 168]
communique-text: Ἐκ τῶν ἀναγνώσεων καὶ ἐρευνῶν, αἵτινες διεξήχθησαν ἐν σπουδῇ ἀπεδείχθη ὅτι ἐν τῇ περιοχῇ τοῦ Εὐξείνου ἐκτὸς τοῦ Βιλαγιαδίου, τῆς Στράντζας καὶ τοῦ Σαραὶ ὁμόσημα πόλεις ἢ χωρίον ἢ ἐν χωριὸ νὰ καταστραφῇ καὶ ἐμπρησθῇ ὑπὸ τῶν Βουλγάρων. Καὶ τῶν ἐν λόγῳ πόλεων μόνον μερικαὶ χριστιανικαὶ οἰκίαι ἔμειναν ἀνέπαφοι, αἱ δὲ λοιπαὶ μεταβλήθησαν εἰς ἐρείπια. Περὶ τὴν σιδηροδρομικὴν γραμμὴν κατεστράφησαν τὰ χωρία Τζέδιν, Σοῦμασση, Παπὺς Μπουρνά, Κεστανέ, Τσαγάτσα, Ὀσκαλῆ, Ἰνδέγιλ, Κιουλέ, Κανάπτσα, Μενζὶλ Μπουνάρ, Βελήκιοϊ, Βελὴ Μπαί, Κατσολέ, Μπεγιὰζ Κιοΐ, Ἀκμανλὴ	[52, 1901, 316, 2298]
article-paragraph: Πεζικὸν ἐπίσης ἐνεφανίσθη ἐκ Δράμας καὶ τὰ πρόθυρα τῆς πόλεως. Ἐπὶ κεφαλῆς τῶν ἱππικῶν καὶ πεζικῶν ἀποσπασμάτων ἦτο ὁ ταγματάρχης Μπέργεφ τοῦ 10ου συντάγματος, ὁ ἀνθυπολοχαγὸς Βάτσεβ, ἔφεδρος ἀξιωματικός, ὁ καπετὰν Νικόλα Καρασολάκωφ καὶ Συμεώνωφ, ὁ τελευταῖος τῶν ὁποίων διεκρίθη διὰ τὰς κατὰ τῶν Ἑλλήνων ἀγριότητας του 1906 ἐν Βουλγαρίᾳ. Οἱ κακοποιοὶ Τοῦρκοι ἐπίσης ἐπεμφάνισαν τὸν ἑαυτόν των εἰς τὸ ἔργον.	[590, 808, 841, 1141]
